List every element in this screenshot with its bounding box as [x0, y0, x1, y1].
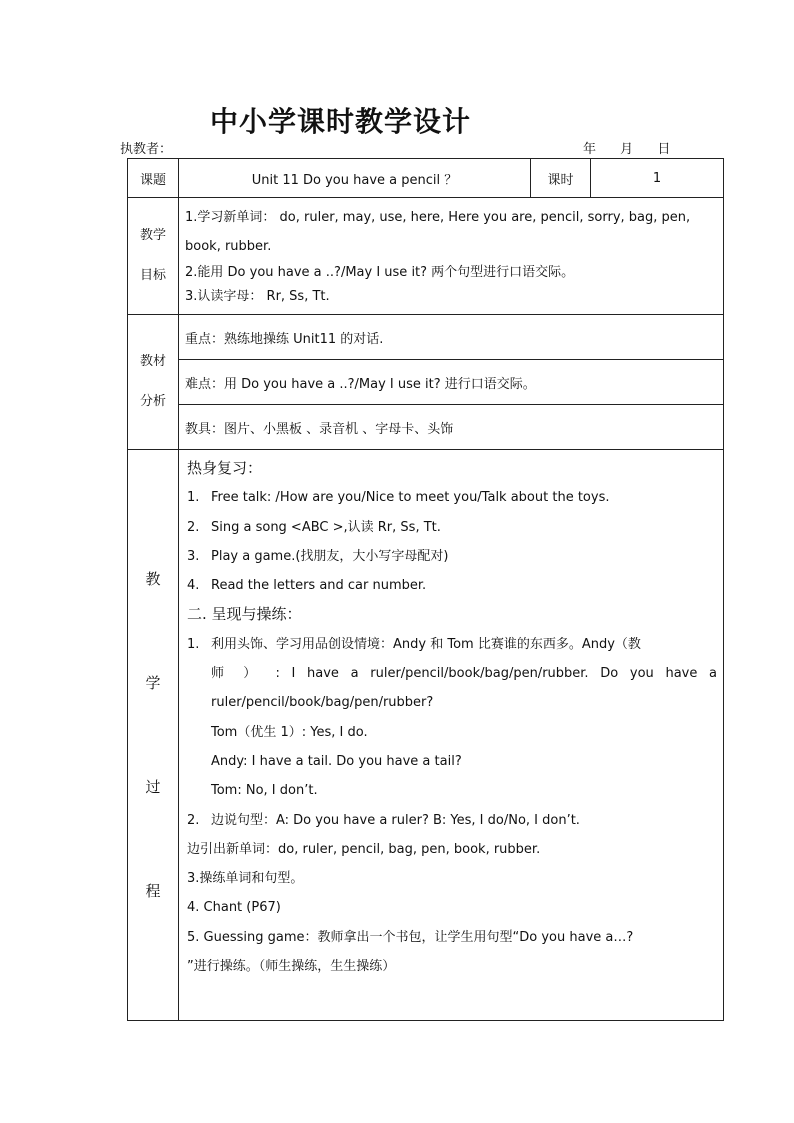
analysis-label-line: 教材: [139, 354, 166, 369]
analysis-row-1: [128, 315, 724, 360]
goals-row: [128, 198, 724, 315]
item-number: 1.: [187, 490, 200, 506]
analysis-row-2: [128, 360, 724, 405]
warmup-item: [187, 571, 717, 600]
item-text: Play a game.(找朋友，大小写字母配对): [211, 548, 449, 564]
page-title: 中小学课时教学设计: [210, 105, 472, 138]
process-label-char: 教: [145, 570, 161, 588]
date-labels: [583, 138, 690, 157]
date-day-label: 日: [657, 142, 671, 157]
presentation-item-1-line: ruler/pencil/book/bag/pen/rubber?: [211, 695, 434, 711]
item-number: 4.: [187, 578, 200, 594]
goals-content: [179, 198, 724, 315]
warmup-item: [187, 513, 717, 542]
analysis-label-line: 分析: [139, 394, 166, 409]
process-row: [128, 450, 724, 1021]
period-value: 1: [591, 159, 724, 198]
guessing-game-line: 5. Guessing game：教师拿出一个书包，让学生用句型“Do you have a…?: [187, 929, 634, 945]
process-label-char: 过: [145, 778, 161, 796]
analysis-difficulty: 难点：用 Do you have a ..?/May I use it? 进行口语交际。: [179, 360, 724, 405]
goal-line: 1.学习新单词： do, ruler, may, use, here, Here you are, pencil, sorry, bag, pen,: [185, 210, 691, 225]
process-label: [128, 450, 179, 1021]
date-month-label: 月: [620, 142, 634, 157]
presentation-title: 二. 呈现与操练：: [187, 605, 302, 624]
goal-line: 2.能用 Do you have a ..?/May I use it? 两个句型进行口语交际。: [185, 265, 575, 280]
item-text: Free talk: /How are you/Nice to meet you/Talk about the toys.: [211, 490, 610, 506]
date-year-label: 年: [583, 142, 597, 157]
period-label: 课时: [531, 159, 591, 198]
analysis-label: [128, 315, 179, 450]
practice-line: 3.操练单词和句型。: [187, 871, 304, 887]
lesson-plan-table: [127, 158, 724, 1021]
analysis-key-point: 重点：熟练地操练 Unit11 的对话.: [179, 315, 724, 360]
presentation-item-2: 2. 边说句型：A: Do you have a ruler? B: Yes, I do/No, I don’t.: [187, 812, 580, 828]
presentation-item-1-line: 师 ） : I have a ruler/pencil/book/bag/pen/rubber. Do you have a: [211, 666, 717, 682]
goals-label-line: 教学: [139, 228, 166, 243]
goal-line: book, rubber.: [185, 239, 272, 254]
item-number: 2.: [187, 519, 200, 535]
analysis-teaching-aids: 教具：图片、小黑板 、录音机 、字母卡、头饰: [179, 405, 724, 450]
dialogue-line: Tom（优生 1）: Yes, I do.: [211, 724, 368, 740]
goals-label-line: 目标: [139, 268, 166, 283]
item-text: Read the letters and car number.: [211, 578, 427, 594]
topic-label: 课题: [128, 159, 179, 198]
item-text: 边说句型：A: Do you have a ruler? B: Yes, I do/No, I don’t.: [211, 812, 580, 828]
topic-row: [128, 159, 724, 198]
guessing-game-line-2: ”进行操练。（师生操练，生生操练）: [187, 959, 396, 975]
item-text: Sing a song <ABC >,认读 Rr, Ss, Tt.: [211, 519, 441, 535]
warmup-item: [187, 542, 717, 571]
dialogue-line: Tom: No, I don’t.: [211, 783, 318, 799]
presentation-item-1: 1. 利用头饰、学习用品创设情境：Andy 和 Tom 比赛谁的东西多。Andy（教: [187, 636, 641, 652]
warmup-item: [187, 483, 717, 512]
goals-label: [128, 198, 179, 315]
analysis-row-3: [128, 405, 724, 450]
process-label-char: 学: [145, 674, 161, 692]
topic-value: Unit 11 Do you have a pencil ？: [179, 159, 531, 198]
process-label-char: 程: [145, 882, 161, 900]
item-number: 3.: [187, 548, 200, 564]
warmup-title: 热身复习：: [187, 459, 263, 477]
goal-line: 3.认读字母： Rr, Ss, Tt.: [185, 289, 330, 304]
dialogue-line: Andy: I have a tail. Do you have a tail?: [211, 753, 462, 769]
item-text: 利用头饰、学习用品创设情境：Andy 和 Tom 比赛谁的东西多。Andy（教: [211, 636, 641, 652]
process-content: [179, 450, 724, 1021]
teacher-label: 执教者：: [120, 142, 173, 157]
new-words-line: 边引出新单词：do, ruler, pencil, bag, pen, book, rubber.: [187, 841, 541, 857]
chant-line: 4. Chant (P67): [187, 900, 281, 916]
